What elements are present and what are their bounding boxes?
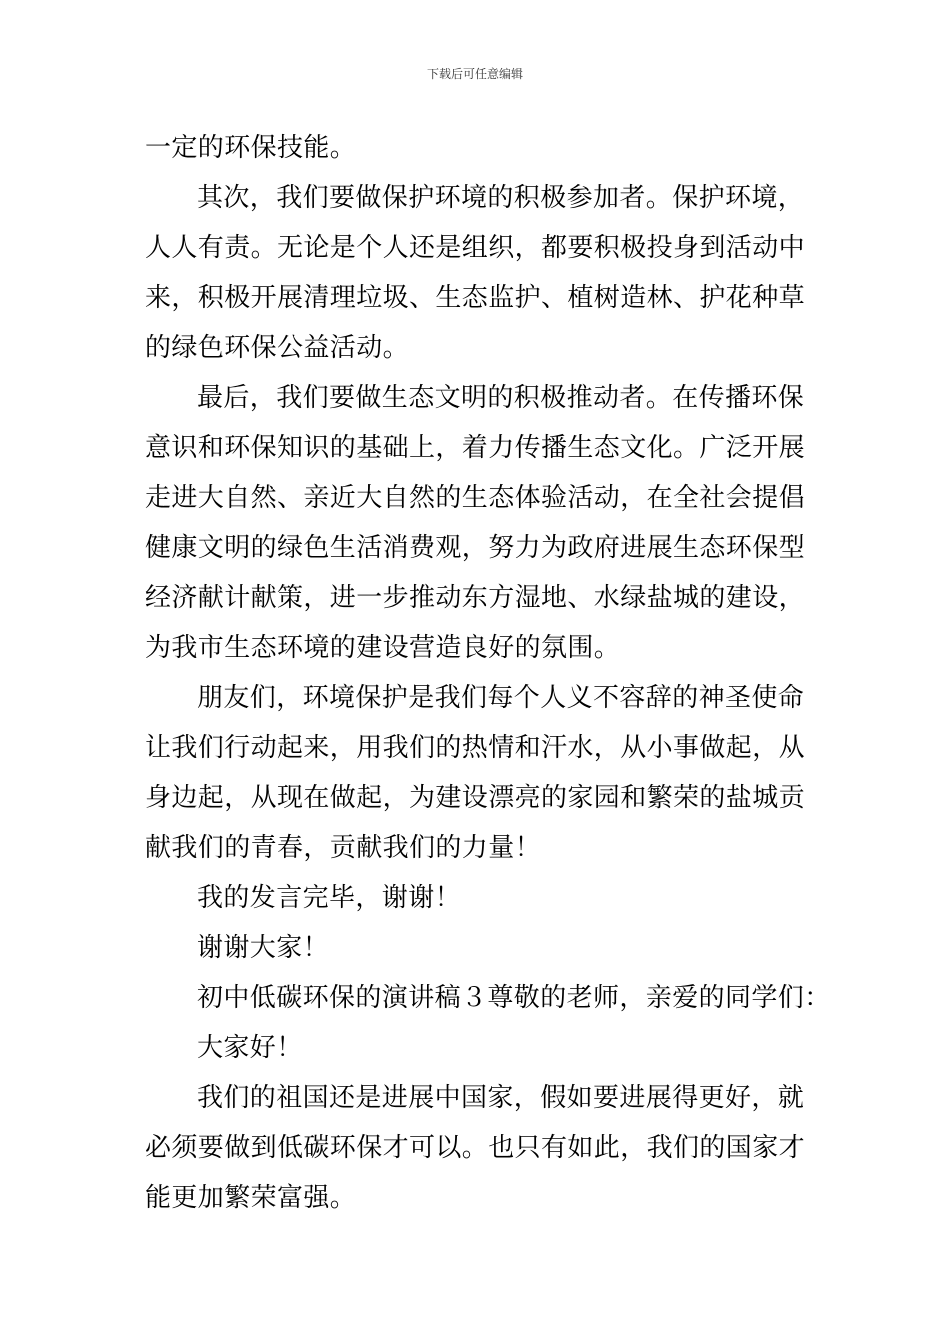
paragraph-line: 来，积极开展清理垃圾、生态监护、植树造林、护花种草	[145, 283, 806, 313]
page-header-note: 下载后可任意编辑	[426, 67, 523, 81]
paragraph-8	[145, 1028, 805, 1078]
paragraph-line: 健康文明的绿色生活消费观，努力为政府进展生态环保型	[145, 533, 806, 563]
paragraph-line: 走进大自然、亲近大自然的生态体验活动，在全社会提倡	[145, 483, 806, 513]
paragraph-line: 朋友们，环境保护是我们每个人义不容辞的神圣使命	[197, 683, 805, 713]
paragraph-line: 经济献计献策，进一步推动东方湿地、水绿盐城的建设，	[145, 583, 806, 613]
paragraph-line: 身边起，从现在做起，为建设漂亮的家园和繁荣的盐城贡	[145, 783, 806, 813]
paragraph-line: 其次，我们要做保护环境的积极参加者。保护环境，	[197, 183, 805, 213]
paragraph-line: 我的发言完毕，谢谢！	[197, 883, 462, 913]
paragraph-line: 我们的祖国还是进展中国家，假如要进展得更好，就	[197, 1083, 805, 1113]
paragraph-2	[145, 178, 805, 378]
paragraph-7	[145, 978, 831, 1028]
paragraph-5	[145, 878, 805, 928]
document-body	[145, 128, 831, 1228]
paragraph-line: 谢谢大家！	[197, 933, 330, 963]
paragraph-4	[145, 678, 805, 878]
paragraph-6	[145, 928, 805, 978]
paragraph-line: 为我市生态环境的建设营造良好的氛围。	[145, 633, 621, 663]
paragraph-9	[145, 1078, 805, 1228]
paragraph-line: 必须要做到低碳环保才可以。也只有如此，我们的国家才	[145, 1133, 806, 1163]
paragraph-line: 意识和环保知识的基础上，着力传播生态文化。广泛开展	[145, 433, 806, 463]
paragraph-1	[145, 128, 805, 178]
paragraph-3	[145, 378, 805, 678]
paragraph-line: 献我们的青春，贡献我们的力量！	[145, 833, 542, 863]
paragraph-line: 让我们行动起来，用我们的热情和汗水，从小事做起，从	[145, 733, 806, 763]
paragraph-line: 人人有责。无论是个人还是组织，都要积极投身到活动中	[145, 233, 806, 263]
paragraph-line: 大家好！	[197, 1033, 303, 1063]
paragraph-line: 最后，我们要做生态文明的积极推动者。在传播环保	[197, 383, 805, 413]
paragraph-line: 的绿色环保公益活动。	[145, 333, 410, 363]
paragraph-line: 一定的环保技能。	[145, 133, 357, 163]
paragraph-line: 初中低碳环保的演讲稿３尊敬的老师，亲爱的同学们：	[197, 983, 831, 1013]
paragraph-line: 能更加繁荣富强。	[145, 1183, 357, 1213]
